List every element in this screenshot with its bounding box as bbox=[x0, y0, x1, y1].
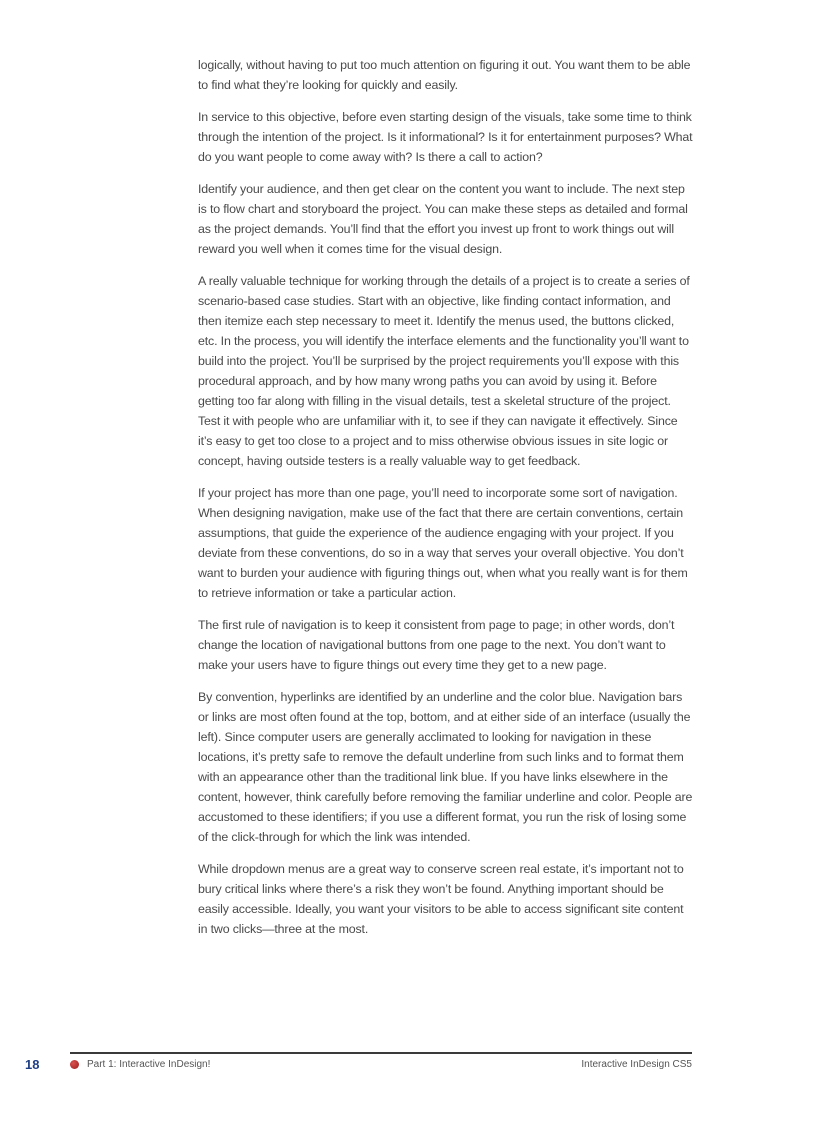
paragraph: If your project has more than one page, you’ll need to incorporate some sort of navigation. When designing navigation, make use of the fact that there are certain conventions, certain assumptions, that guide the experience of the audience engaging with your project. If you deviate from these conventions, do so in a way that serves your overall objective. You don’t want to burden your audience with figuring things out, when what you really want is for them to retrieve information or take a particular action. bbox=[198, 486, 688, 600]
paragraph: A really valuable technique for working through the details of a project is to create a series of scenario-based case studies. Start with an objective, like finding contact information, and then itemize each step necessary to meet it. Identify the menus used, the buttons clicked, etc. In the process, you will identify the interface elements and the functionality you’ll want to build into the project. You’ll be surprised by the project requirements you’ll expose with this procedural approach, and by how many wrong paths you can avoid by using it. Before getting too far along with filling in the visual details, test a skeletal structure of the project. Test it with people who are unfamiliar with it, to see if they can navigate it effectively. Since it’s easy to get too close to a project and to miss otherwise obvious issues in site logic or concept, having outside testers is a really valuable way to get feedback. bbox=[198, 274, 690, 468]
footer-chapter bbox=[70, 1059, 210, 1070]
footer-rule bbox=[70, 1052, 692, 1054]
paragraph: Identify your audience, and then get clear on the content you want to include. The next step is to flow chart and storyboard the project. You can make these steps as detailed and formal as the project demands. You’ll find that the effort you invest up front to work things out will reward you well when it comes time for the visual design. bbox=[198, 182, 688, 256]
paragraph: By convention, hyperlinks are identified by an underline and the color blue. Navigation bars or links are most often found at the top, bottom, and at either side of an interface (usually the left). Since computer users are generally acclimated to looking for navigation in these locations, it’s pretty safe to remove the default underline from such links and to format them with an appearance other than the traditional link blue. If you have links elsewhere in the content, however, think carefully before removing the familiar underline and color. People are accustomed to these identifiers; if you use a different format, you run the risk of losing some of the click-through for which the link was intended. bbox=[198, 690, 693, 844]
body-text bbox=[198, 55, 694, 951]
page-number: 18 bbox=[25, 1057, 40, 1072]
red-bullet-icon bbox=[70, 1060, 79, 1069]
paragraph: logically, without having to put too much attention on figuring it out. You want them to be able to find what they’re looking for quickly and easily. bbox=[198, 58, 691, 92]
paragraph: While dropdown menus are a great way to conserve screen real estate, it’s important not to bury critical links where there’s a risk they won’t be found. Anything important should be easily accessible. Ideally, you want your visitors to be able to access significant site content in two clicks—three at the most. bbox=[198, 862, 684, 936]
paragraph: In service to this objective, before even starting design of the visuals, take some time to think through the intention of the project. Is it informational? Is it for entertainment purposes? What do you want people to come away with? Is there a call to action? bbox=[198, 110, 693, 164]
chapter-title: Part 1: Interactive InDesign! bbox=[87, 1059, 211, 1070]
book-title: Interactive InDesign CS5 bbox=[581, 1059, 692, 1070]
paragraph: The first rule of navigation is to keep it consistent from page to page; in other words, don’t change the location of navigational buttons from one page to the next. You don’t want to make your users have to figure things out every time they get to a new page. bbox=[198, 618, 675, 672]
